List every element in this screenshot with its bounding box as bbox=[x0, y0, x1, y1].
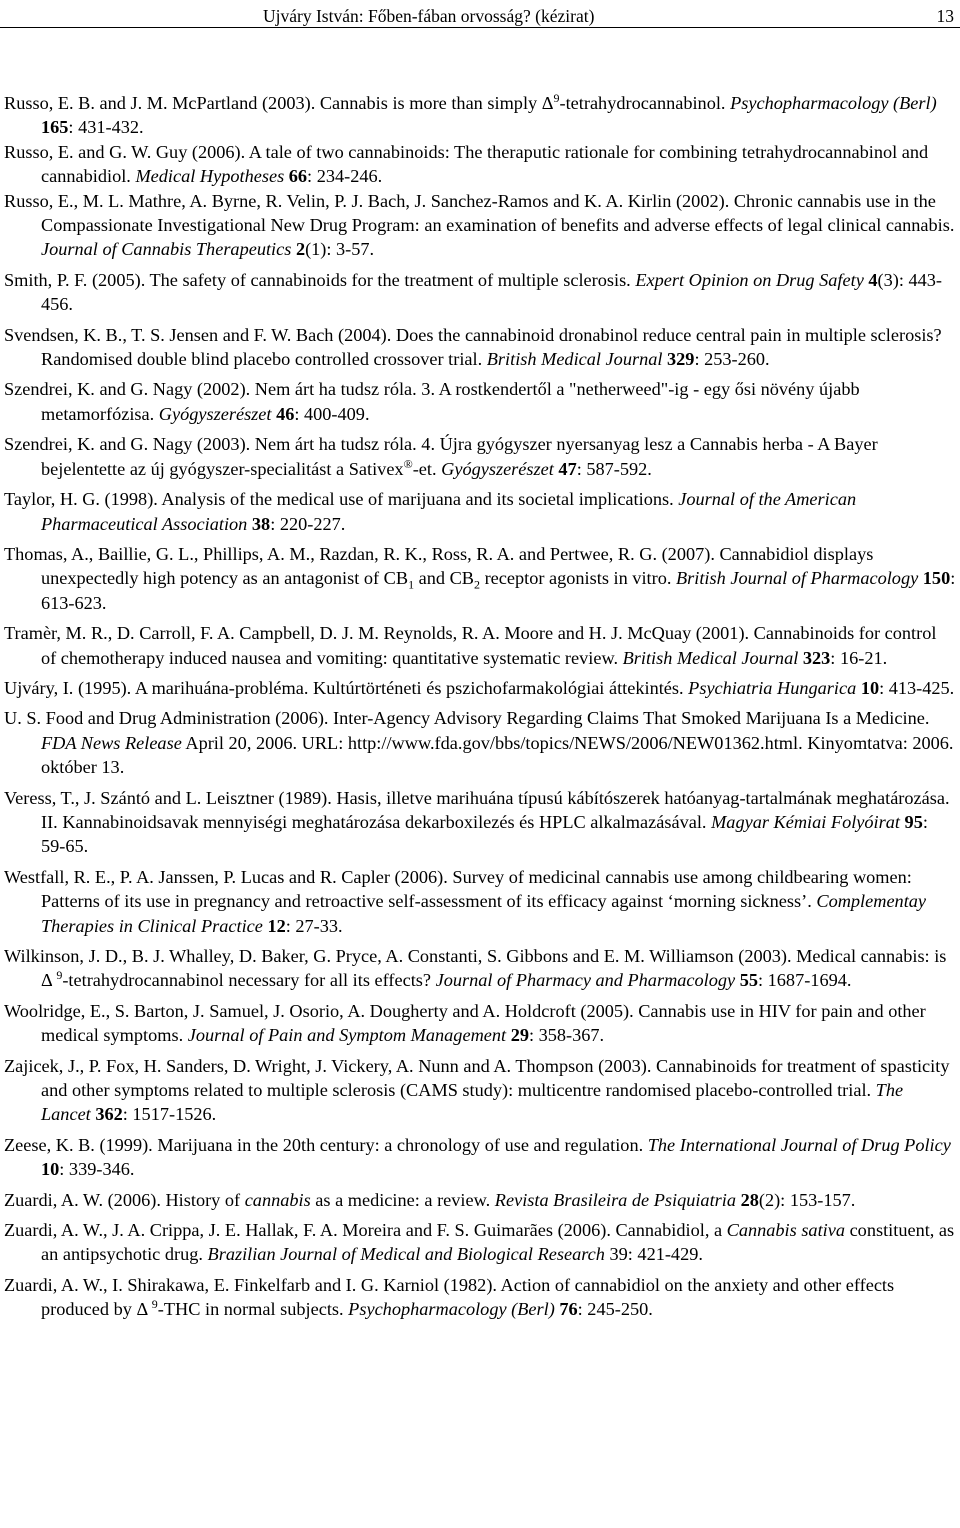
reference-text: : 400-409. bbox=[294, 403, 370, 424]
superscript: 9 bbox=[56, 968, 63, 983]
reference-entry bbox=[4, 706, 956, 779]
reference-text: : 245-250. bbox=[577, 1299, 653, 1320]
journal-title: Journal of Cannabis Therapeutics bbox=[41, 239, 292, 260]
volume-number: 47 bbox=[558, 458, 577, 479]
reference-text: : 27-33. bbox=[285, 915, 343, 936]
reference-text: : 413-425. bbox=[879, 677, 955, 698]
journal-title: FDA News Release bbox=[41, 732, 182, 753]
volume-number: 10 bbox=[41, 1159, 60, 1180]
journal-title: Journal of Pain and Symptom Management bbox=[187, 1025, 507, 1046]
reference-entry bbox=[4, 621, 956, 670]
volume-number: 28 bbox=[740, 1189, 759, 1210]
journal-title: Psychopharmacology (Berl) bbox=[348, 1299, 555, 1320]
reference-text: Thomas, A., Baillie, G. L., Phillips, A. M., Razdan, R. K., Ross, R. A. and Pertwee, R. G. (2007). Cannabidiol displays unexpectedly high potency as an antagonist of CB bbox=[4, 543, 874, 589]
reference-text: : 613-623. bbox=[41, 568, 956, 613]
reference-text: : 234-246. bbox=[307, 166, 383, 187]
reference-entry bbox=[4, 189, 956, 262]
reference-entry bbox=[4, 268, 956, 317]
reference-entry bbox=[4, 1188, 956, 1212]
reference-text: Woolridge, E., S. Barton, J. Samuel, J. Osorio, A. Dougherty and A. Holdcroft (2005). Cannabis use in HIV for pain and other medical symptoms. bbox=[4, 1000, 926, 1046]
volume-number: 323 bbox=[802, 647, 831, 668]
journal-title: Gyógyszerészet bbox=[158, 403, 272, 424]
header-title: Ujváry István: Főben-fában orvosság? (kézirat) bbox=[263, 6, 595, 26]
reference-text: : 587-592. bbox=[576, 458, 652, 479]
volume-number: 10 bbox=[860, 677, 880, 698]
journal-title: Psychiatria Hungarica bbox=[688, 677, 857, 698]
reference-text: Russo, E. B. and J. M. McPartland (2003). Cannabis is more than simply Δ bbox=[4, 93, 554, 113]
reference-text: Zeese, K. B. (1999). Marijuana in the 20th century: a chronology of use and regulation. bbox=[4, 1134, 648, 1155]
reference-text: Smith, P. F. (2005). The safety of cannabinoids for the treatment of multiple sclerosis. bbox=[4, 269, 636, 290]
journal-title: British Medical Journal bbox=[486, 349, 663, 370]
reference-text: : 1517-1526. bbox=[122, 1104, 217, 1125]
reference-text: Szendrei, K. and G. Nagy (2002). Nem árt ha tudsz róla. 3. A rostkendertől a "netherweed"-ig - egy ősi növény újabb metamorfózisa. bbox=[4, 379, 860, 424]
reference-text: Svendsen, K. B., T. S. Jensen and F. W. Bach (2004). Does the cannabinoid dronabinol reduce central pain in multiple sclerosis? Randomised double blind placebo controlled crossover trial. bbox=[4, 324, 942, 370]
reference-text: : 431-432. bbox=[68, 117, 144, 138]
reference-entry bbox=[4, 542, 956, 615]
reference-text: : 220-227. bbox=[270, 513, 346, 534]
superscript: 9 bbox=[151, 1297, 158, 1312]
volume-number: 4 bbox=[868, 269, 878, 290]
volume-number: 38 bbox=[251, 513, 271, 534]
volume-number: 12 bbox=[267, 915, 286, 936]
journal-title: Journal of the American Pharmaceutical Association bbox=[41, 489, 857, 534]
journal-title: Magyar Kémiai Folyóirat bbox=[711, 811, 900, 832]
superscript: 9 bbox=[553, 90, 560, 105]
reference-text: U. S. Food and Drug Administration (2006). Inter-Agency Advisory Regarding Claims That Smoked Marijuana Is a Medicine. bbox=[4, 708, 930, 729]
volume-number: 362 bbox=[95, 1104, 123, 1125]
reference-entry bbox=[4, 140, 956, 189]
volume-number: 329 bbox=[667, 349, 695, 370]
journal-title: Complementay Therapies in Clinical Practice bbox=[41, 891, 927, 936]
reference-text: Zuardi, A. W., J. A. Crippa, J. E. Hallak, F. A. Moreira and F. S. Guimarães (2006). Cannabidiol, a bbox=[4, 1220, 727, 1241]
reference-text: April 20, 2006. URL: http://www.fda.gov/bbs/topics/NEWS/2006/NEW01362.html. Kinyomtatva: 2006. október 13. bbox=[41, 732, 954, 778]
reference-text: : 253-260. bbox=[694, 349, 770, 370]
reference-text: : 358-367. bbox=[528, 1025, 605, 1046]
running-header bbox=[0, 3, 960, 28]
reference-entry bbox=[4, 999, 956, 1048]
reference-text: Wilkinson, J. D., B. J. Whalley, D. Baker, G. Pryce, A. Constanti, S. Gibbons and E. M. Williamson (2003). Medical cannabis: is Δ bbox=[4, 946, 947, 991]
reference-entry bbox=[4, 432, 956, 481]
journal-title: The Lancet bbox=[41, 1080, 904, 1125]
volume-number: 76 bbox=[559, 1299, 578, 1320]
journal-title: cannabis bbox=[244, 1189, 311, 1210]
volume-number: 150 bbox=[922, 568, 951, 589]
volume-number: 29 bbox=[510, 1025, 529, 1046]
reference-text: Zuardi, A. W. (2006). History of bbox=[4, 1189, 245, 1210]
reference-entry bbox=[4, 487, 956, 536]
reference-entry bbox=[4, 1133, 956, 1182]
reference-entry bbox=[4, 91, 956, 140]
reference-text: and CB bbox=[414, 568, 474, 589]
journal-title: Medical Hypotheses bbox=[135, 166, 285, 187]
reference-text: : 339-346. bbox=[59, 1159, 135, 1180]
journal-title: Expert Opinion on Drug Safety bbox=[635, 269, 864, 290]
journal-title: Cannabis sativa bbox=[726, 1220, 845, 1241]
journal-title: Gyógyszerészet bbox=[441, 458, 554, 479]
journal-title: Brazilian Journal of Medical and Biological Research bbox=[207, 1244, 605, 1265]
reference-text: 39: 421-429. bbox=[604, 1244, 703, 1265]
reference-list bbox=[4, 91, 956, 1328]
reference-entry bbox=[4, 323, 956, 372]
superscript: ® bbox=[403, 456, 413, 471]
volume-number: 95 bbox=[904, 811, 923, 832]
reference-text: -tetrahydrocannabinol. bbox=[559, 93, 731, 113]
reference-text: Westfall, R. E., P. A. Janssen, P. Lucas and R. Capler (2006). Survey of medicinal cannabis use among childbearing women: Patterns of its use in pregnancy and retroactive self-assessment of its efficacy against ‘morning sickness’. bbox=[4, 866, 912, 912]
page-number: 13 bbox=[936, 6, 954, 26]
reference-text: Veress, T., J. Szántó and L. Leisztner (1989). Hasis, illetve marihuána típusú kábítószerek hatóanyag-tartalmának meghatározása. II. Kannabinoidsavak mennyiségi meghatározása dekarboxilezés és HPLC alkalmazásával. bbox=[4, 787, 950, 832]
reference-entry bbox=[4, 944, 956, 993]
reference-entry bbox=[4, 1273, 956, 1322]
subscript: 1 bbox=[408, 577, 415, 592]
reference-text: : 1687-1694. bbox=[758, 970, 852, 991]
reference-text: (1): 3-57. bbox=[305, 239, 375, 260]
journal-title: British Medical Journal bbox=[622, 647, 799, 668]
reference-text: : 16-21. bbox=[830, 647, 888, 668]
journal-title: Revista Brasileira de Psiquiatria bbox=[494, 1189, 736, 1210]
reference-text: as a medicine: a review. bbox=[310, 1189, 495, 1210]
reference-text: Russo, E. and G. W. Guy (2006). A tale of two cannabinoids: The theraputic rationale for combining tetrahydrocannabinol and cannabidiol. bbox=[4, 141, 929, 187]
reference-text: -tetrahydrocannabinol necessary for all its effects? bbox=[62, 970, 436, 991]
reference-text: (3): 443-456. bbox=[41, 269, 943, 315]
reference-text: -et. bbox=[412, 458, 442, 479]
reference-text: Taylor, H. G. (1998). Analysis of the medical use of marijuana and its societal implications. bbox=[4, 489, 679, 510]
reference-entry bbox=[4, 1054, 956, 1127]
journal-title: The International Journal of Drug Policy bbox=[647, 1134, 951, 1155]
volume-number: 66 bbox=[288, 166, 308, 187]
reference-text: Ujváry, I. (1995). A marihuána-probléma. Kultúrtörténeti és pszichofarmakológiai áttekintés. bbox=[4, 677, 689, 698]
reference-text: Zuardi, A. W., I. Shirakawa, E. Finkelfarb and I. G. Karniol (1982). Action of cannabidiol on the anxiety and other effects produced by Δ bbox=[4, 1274, 895, 1320]
volume-number: 55 bbox=[739, 970, 758, 991]
reference-entry bbox=[4, 865, 956, 938]
reference-entry bbox=[4, 1218, 956, 1267]
volume-number: 46 bbox=[276, 403, 295, 424]
reference-text: : 59-65. bbox=[41, 811, 928, 857]
reference-text: Tramèr, M. R., D. Carroll, F. A. Campbell, D. J. M. Reynolds, R. A. Moore and H. J. McQuay (2001). Cannabinoids for control of chemotherapy induced nausea and vomiting: quantitative systematic review. bbox=[4, 623, 937, 668]
reference-entry bbox=[4, 786, 956, 859]
reference-entry bbox=[4, 676, 956, 700]
reference-text: Zajicek, J., P. Fox, H. Sanders, D. Wright, J. Vickery, A. Nunn and A. Thompson (2003). Cannabinoids for treatment of spasticity and other symptoms related to multiple sclerosis (CAMS study): multicentre randomised placebo-controlled trial. bbox=[4, 1055, 950, 1101]
reference-text: constituent, as an antipsychotic drug. bbox=[41, 1220, 955, 1265]
volume-number: 165 bbox=[41, 117, 69, 138]
reference-text: Szendrei, K. and G. Nagy (2003). Nem árt ha tudsz róla. 4. Újra gyógyszer nyersanyag lesz a Cannabis herba - A Bayer bejelentette az új gyógyszer-specialitást a Sativex bbox=[4, 434, 878, 479]
journal-title: Journal of Pharmacy and Pharmacology bbox=[435, 970, 736, 991]
reference-text: -THC in normal subjects. bbox=[157, 1299, 349, 1320]
subscript: 2 bbox=[474, 577, 480, 592]
journal-title: British Journal of Pharmacology bbox=[675, 568, 919, 589]
reference-text: (2): 153-157. bbox=[758, 1189, 856, 1210]
volume-number: 2 bbox=[295, 239, 306, 260]
reference-text: Russo, E., M. L. Mathre, A. Byrne, R. Velin, P. J. Bach, J. Sanchez-Ramos and K. A. Kirlin (2002). Chronic cannabis use in the Compassionate Investigational New Drug Program: an examination of benefits and adverse effects of legal clinical cannabis. bbox=[4, 190, 955, 236]
reference-text: receptor agonists in vitro. bbox=[480, 568, 676, 589]
journal-title: Psychopharmacology (Berl) bbox=[730, 93, 937, 113]
reference-entry bbox=[4, 377, 956, 426]
